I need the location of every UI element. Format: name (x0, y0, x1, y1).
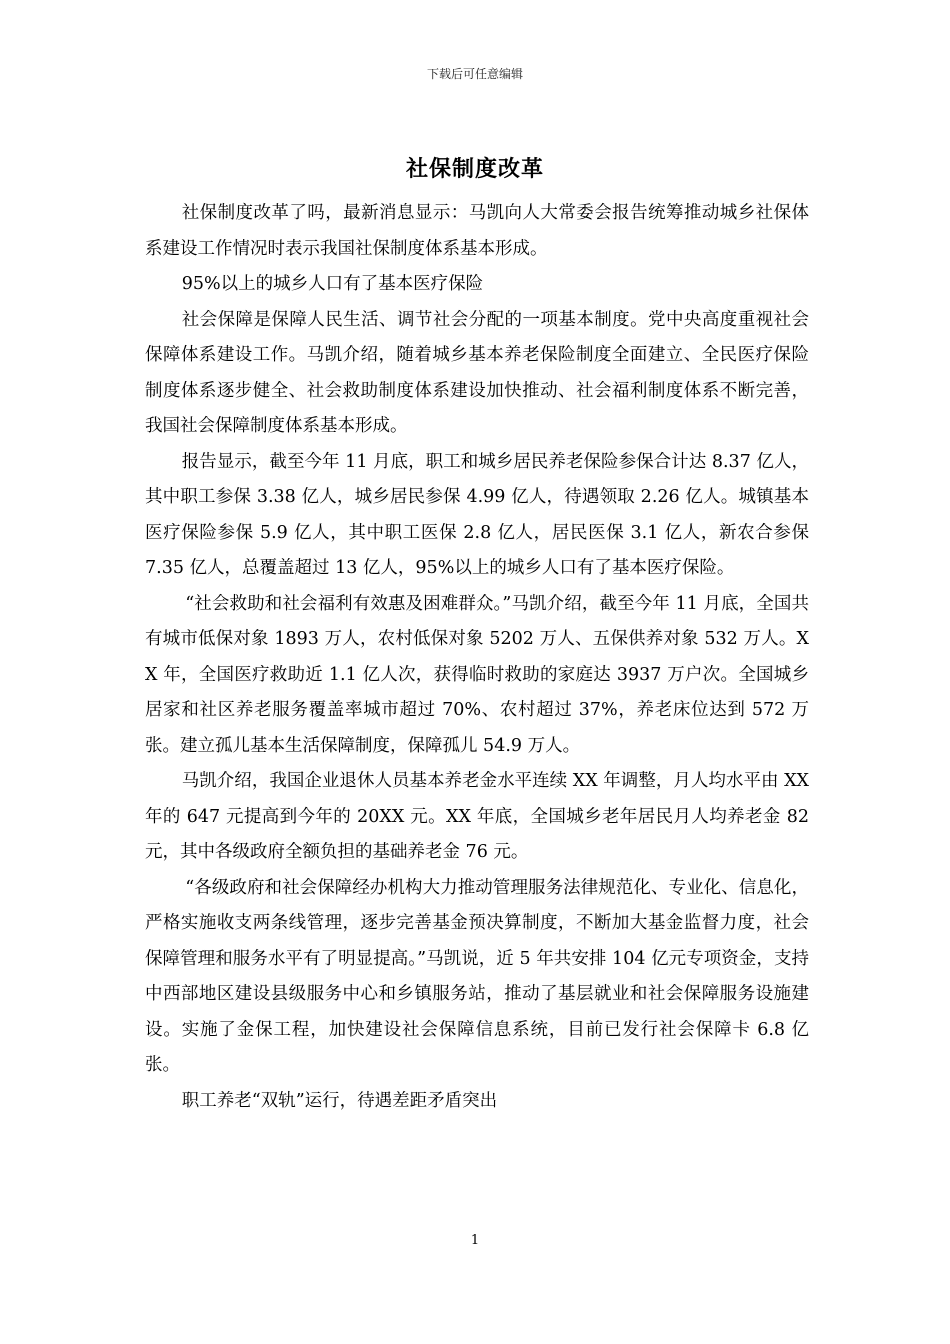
paragraph-report-statistics: 报告显示，截至今年 11 月底，职工和城乡居民养老保险参保合计达 8.37 亿人，其中职工参保 3.38 亿人，城乡居民参保 4.99 亿人，待遇领取 2.26 亿人。城镇基本医疗保险参保 5.9 亿人，其中职工医保 2.8 亿人，居民医保 3.1 亿人，新农合参保 7.35 亿人，总覆盖超过 13 亿人，95%以上的城乡人口有了基本医疗保险。 (145, 451, 809, 578)
page-header: 下载后可任意编辑 (426, 67, 523, 81)
subheading-dual-track-pension: 职工养老“双轨”运行，待遇差距矛盾突出 (181, 1090, 498, 1111)
page-number: 1 (470, 1233, 480, 1248)
paragraph-intro: 社保制度改革了吗，最新消息显示：马凯向人大常委会报告统筹推动城乡社保体系建设工作情况时表示我国社保制度体系基本形成。 (145, 203, 809, 259)
paragraph-social-assistance: “社会救助和社会福利有效惠及困难群众。”马凯介绍，截至今年 11 月底，全国共有城市低保对象 1893 万人，农村低保对象 5202 万人、五保供养对象 532 万人。XX 年，全国医疗救助近 1.1 亿人次，获得临时救助的家庭达 3937 万户次。全国城乡居家和社区养老服务覆盖率城市超过 70%、农村超过 37%，养老床位达到 572 万张。建立孤儿基本生活保障制度，保障孤儿 54.9 万人。 (145, 593, 809, 756)
subheading-medical-insurance: 95%以上的城乡人口有了基本医疗保险 (181, 274, 484, 294)
paragraph-social-security: 社会保障是保障人民生活、调节社会分配的一项基本制度。党中央高度重视社会保障体系建设工作。马凯介绍，随着城乡基本养老保险制度全面建立、全民医疗保险制度体系逐步健全、社会救助制度体系建设加快推动、社会福利制度体系不断完善，我国社会保障制度体系基本形成。 (145, 309, 809, 436)
paragraph-pension-adjustment: 马凯介绍，我国企业退休人员基本养老金水平连续 XX 年调整，月人均水平由 XX 年的 647 元提高到今年的 20XX 元。XX 年底，全国城乡老年居民月人均养老金 82 元，其中各级政府全额负担的基础养老金 76 元。 (145, 771, 809, 862)
document-body (145, 196, 809, 1119)
document-title: 社保制度改革 (405, 156, 544, 182)
paragraph-management-services: “各级政府和社会保障经办机构大力推动管理服务法律规范化、专业化、信息化，严格实施收支两条线管理，逐步完善基金预决算制度，不断加大基金监督力度，社会保障管理和服务水平有了明显提高。”马凯说，近 5 年共安排 104 亿元专项资金，支持中西部地区建设县级服务中心和乡镇服务站，推动了基层就业和社会保障服务设施建设。实施了金保工程，加快建设社会保障信息系统，目前已发行社会保障卡 6.8 亿张。 (145, 877, 809, 1075)
